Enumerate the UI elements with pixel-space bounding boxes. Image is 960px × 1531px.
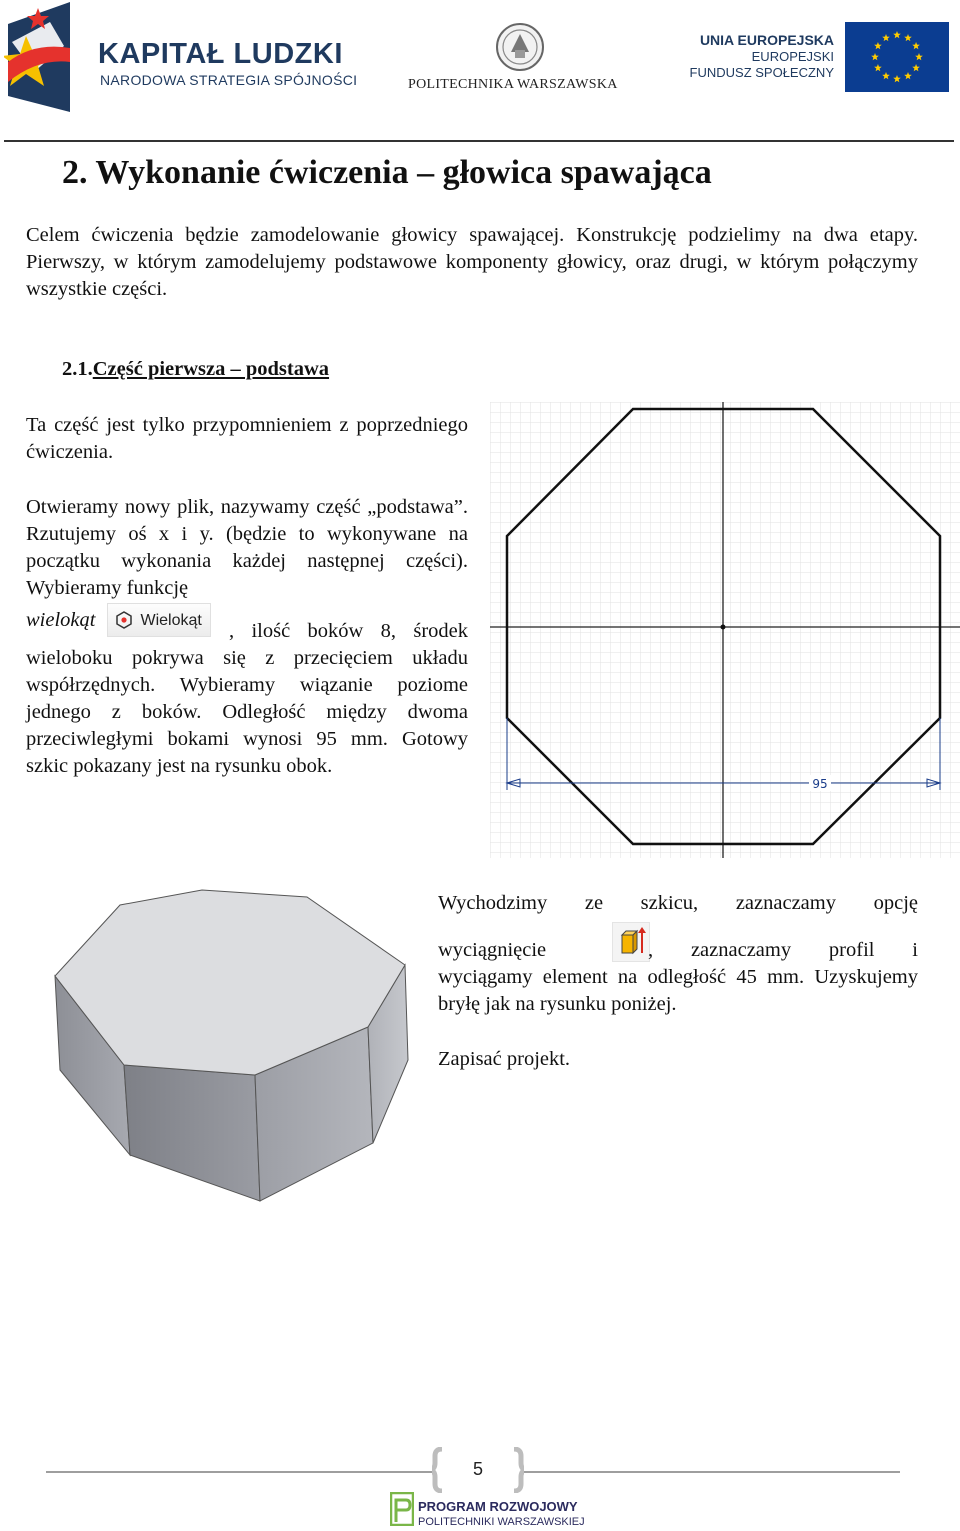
eu-line1: UNIA EUROPEJSKA — [699, 32, 834, 48]
kl-title: KAPITAŁ LUDZKI — [98, 38, 343, 70]
term-wyciagniecie: wyciągnięcie — [438, 939, 547, 961]
program-line1: PROGRAM ROZWOJOWY — [418, 1499, 578, 1514]
paragraph-reminder: Ta część jest tylko przypomnieniem z poprzedniego ćwiczenia. — [26, 414, 468, 463]
subsection-heading — [62, 358, 329, 381]
paragraph-extrude — [438, 922, 918, 1015]
subsection-number: 2.1. — [62, 358, 93, 380]
program-name — [418, 1500, 585, 1529]
section-title: 2. Wykonanie ćwiczenia – głowica spawająca — [62, 154, 712, 191]
paragraph-save: Zapisać projekt. — [438, 1048, 571, 1070]
pw-emblem-icon — [495, 22, 545, 72]
footer-line-left — [46, 1471, 432, 1473]
paragraph-polygon — [26, 602, 468, 777]
subsection-title: Część pierwsza – podstawa — [92, 358, 330, 380]
dimension-label: 95 — [812, 777, 828, 791]
kapital-ludzki-logo — [4, 2, 72, 112]
paragraph-exit-sketch: Wychodzimy ze szkicu, zaznaczamy opcję — [438, 892, 918, 914]
eu-text — [680, 32, 834, 81]
program-line2: POLITECHNIKI WARSZAWSKIEJ — [418, 1516, 585, 1528]
header-divider — [4, 140, 954, 142]
wielokat-button-label: Wielokąt — [140, 611, 202, 629]
paragraph-extrude-rest: , zaznaczamy profil i wyciągamy element na odległość 45 mm. Uzyskujemy bryłę jak na rysunku poniżej. — [438, 939, 918, 1015]
eu-flag-icon — [845, 22, 949, 92]
octagon-sketch — [490, 402, 960, 858]
header — [0, 0, 960, 142]
eu-line2: EUROPEJSKI — [751, 49, 834, 64]
page-number: 5 — [472, 1459, 483, 1479]
footer-line-right — [524, 1471, 900, 1473]
extruded-octagon-3d — [50, 885, 415, 1205]
intro-paragraph: Celem ćwiczenia będzie zamodelowanie głowicy spawającej. Konstrukcję podzielimy na dwa etapy. Pierwszy, w którym zamodelujemy podstawowe komponenty głowicy, oraz drugi, w którym połączymy wszystkie części. — [26, 224, 918, 300]
pw-name: POLITECHNIKA WARSZAWSKA — [408, 77, 618, 92]
paragraph-open-file: Otwieramy nowy plik, nazywamy część „podstawa”. Rzutujemy oś x i y. (będzie to wykonywane na początku wykonania każdej następnej części). Wybieramy funkcję — [26, 496, 468, 599]
kl-subtitle: NARODOWA STRATEGIA SPÓJNOŚCI — [100, 72, 358, 88]
program-logo-icon — [390, 1492, 414, 1526]
paragraph-polygon-rest: , ilość boków 8, środek wieloboku pokrywa się z przecięciem układu współrzędnych. Wybieramy wiązanie poziome jednego z boków. Odległość między dwoma przeciwległymi bokami wynosi 95 mm. Gotowy szkic pokazany jest na rysunku obok. — [26, 620, 468, 777]
term-wielokat: wielokąt — [26, 608, 96, 631]
eu-line3: FUNDUSZ SPOŁECZNY — [689, 65, 834, 80]
